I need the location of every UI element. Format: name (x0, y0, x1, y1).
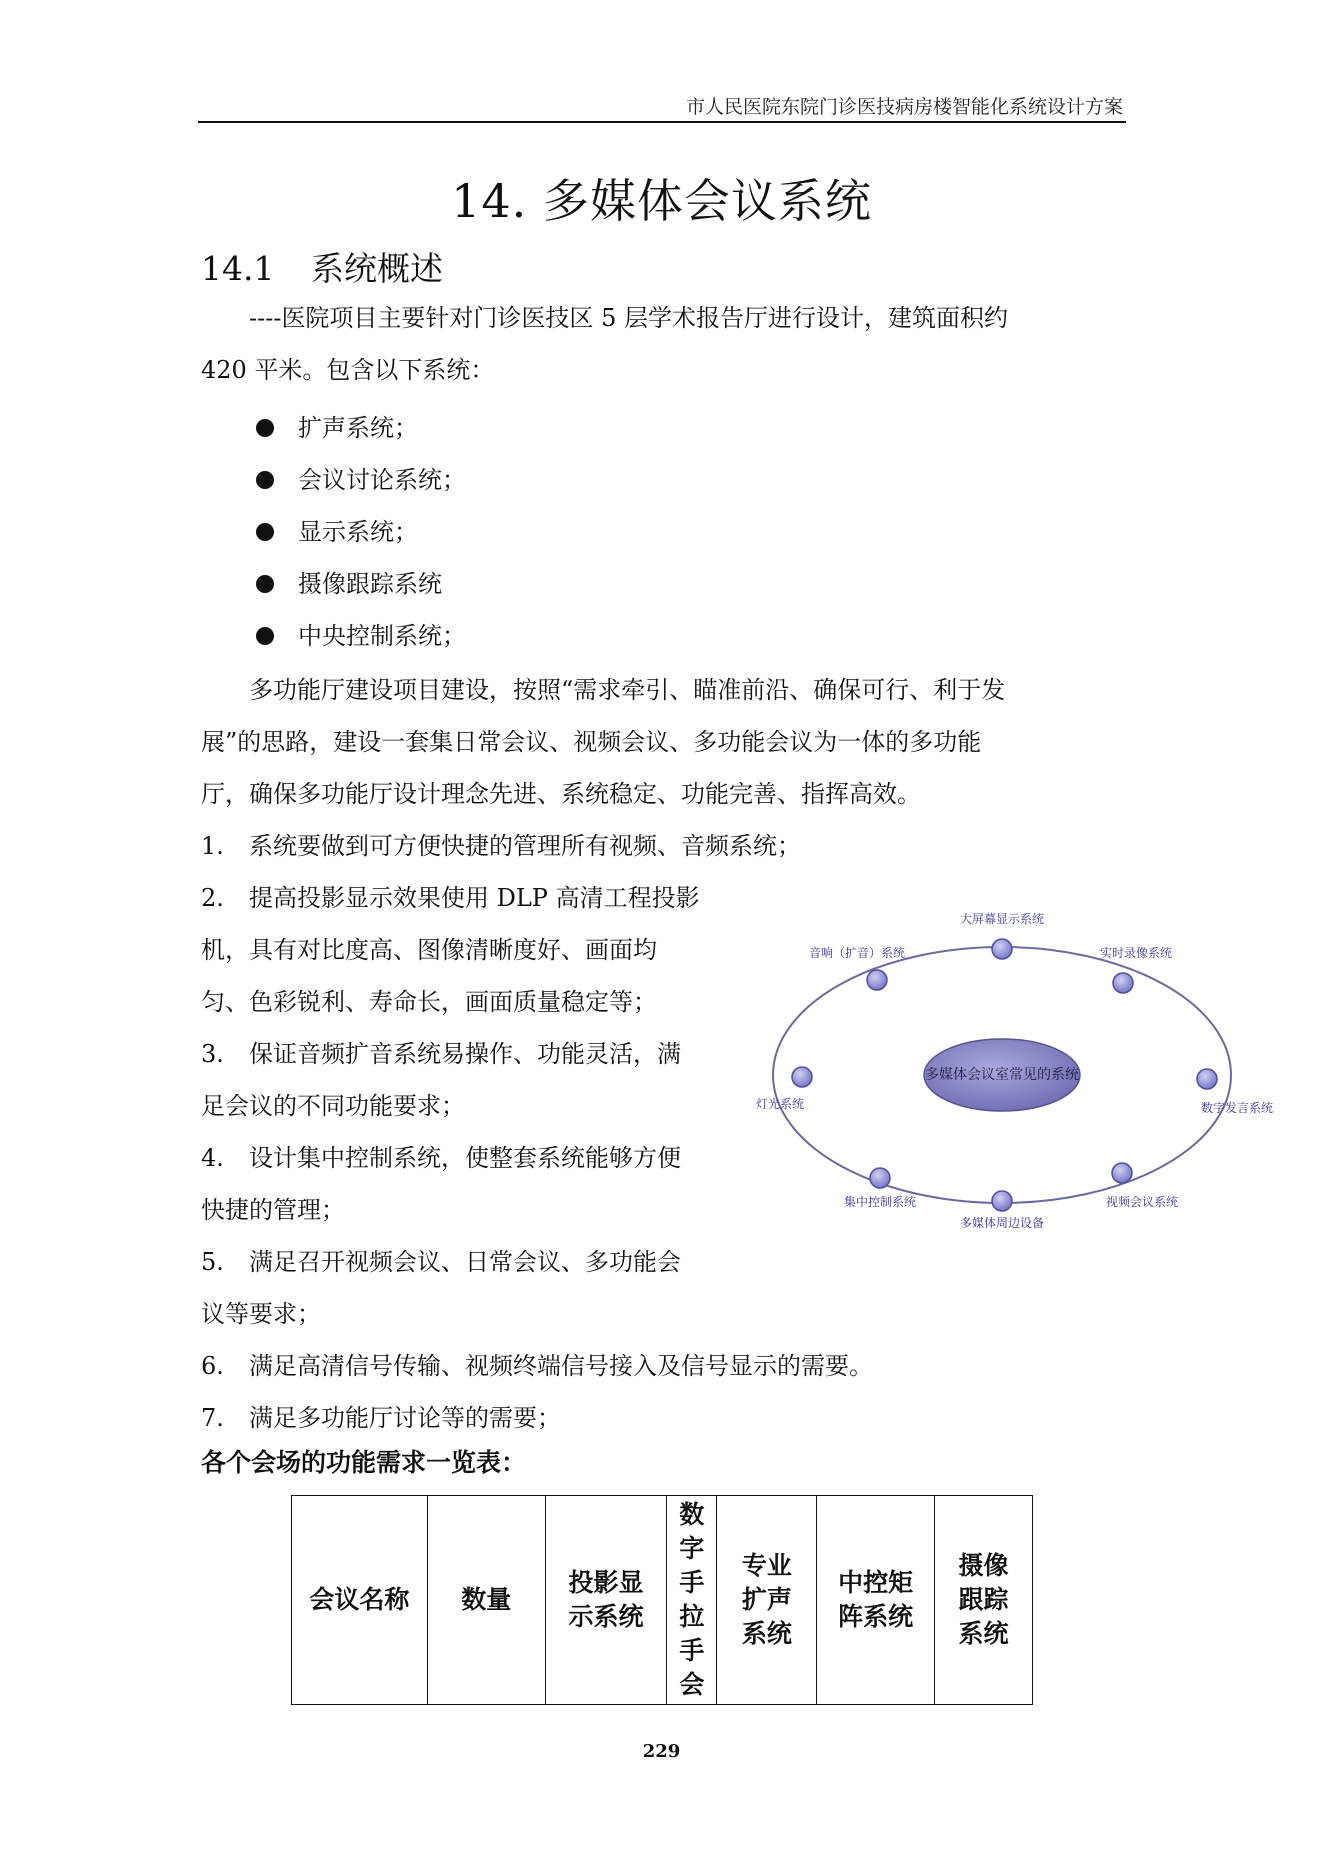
header-text: 跟踪 (958, 1585, 1009, 1614)
header-text: 拉 (679, 1602, 705, 1631)
header-text: 中控矩 (838, 1568, 914, 1597)
header-text: 投影显 (568, 1568, 644, 1597)
header-rule (198, 121, 1126, 123)
header-text: 手 (679, 1636, 705, 1665)
requirement-5 (201, 1236, 681, 1288)
requirement-6 (201, 1340, 873, 1392)
col-header-projection (545, 1496, 667, 1705)
node-label: 音响（扩音）系统 (808, 946, 906, 960)
intro-line-1: ----医院项目主要针对门诊医技区 5 层学术报告厅进行设计，建筑面积约 (249, 304, 1008, 332)
header-text: 示系统 (568, 1602, 644, 1631)
bullet-icon (256, 471, 274, 489)
node-label: 灯光系统 (755, 1097, 805, 1111)
paragraph-line-3: 厅，确保多功能厅设计理念先进、系统稳定、功能完善、指挥高效。 (201, 780, 921, 808)
table-title: 各个会场的功能需求一览表： (201, 1448, 527, 1477)
col-header-quantity (427, 1496, 545, 1705)
requirement-number: 4. (201, 1144, 224, 1172)
requirement-4 (201, 1132, 681, 1184)
requirement-text: 系统要做到可方便快捷的管理所有视频、音频系统； (249, 832, 801, 860)
diagram-node (1100, 945, 1172, 993)
requirement-text: 满足多功能厅讨论等的需要； (249, 1404, 561, 1432)
intro-line-2: 420 平米。包含以下系统： (201, 356, 495, 384)
header-text: 会 (679, 1670, 705, 1699)
chapter-title: 14. 多媒体会议系统 (451, 174, 872, 228)
requirement-7 (201, 1392, 561, 1444)
diagram-node (756, 1067, 812, 1111)
header-text: 手 (679, 1568, 705, 1597)
requirement-text: 提高投影显示效果使用 DLP 高清工程投影 (249, 884, 700, 912)
list-item-text: 会议讨论系统； (298, 466, 466, 494)
list-item-text: 摄像跟踪系统 (298, 570, 442, 598)
col-header-camera-tracking (935, 1496, 1033, 1705)
header-text: 会议名称 (309, 1585, 410, 1614)
list-item (256, 558, 466, 610)
requirements-table (291, 1495, 1033, 1705)
requirement-number: 3. (201, 1040, 224, 1068)
list-item-text: 中央控制系统； (298, 622, 466, 650)
list-item (256, 506, 466, 558)
node-dot (870, 1168, 890, 1188)
node-label: 集中控制系统 (843, 1195, 917, 1209)
requirement-3-line-2: 足会议的不同功能要求； (201, 1092, 465, 1120)
requirement-number: 5. (201, 1248, 224, 1276)
list-item-text: 显示系统； (298, 518, 418, 546)
header-text: 专业 (741, 1551, 792, 1580)
list-item (256, 454, 466, 506)
section-number: 14.1 (201, 249, 275, 288)
header-text: 系统 (958, 1619, 1009, 1648)
node-label: 大屏幕显示系统 (959, 912, 1045, 926)
node-label: 视频会议系统 (1105, 1195, 1179, 1209)
bullet-icon (256, 419, 274, 437)
node-dot (1113, 973, 1133, 993)
node-dot (1112, 1163, 1132, 1183)
requirement-5-line-2: 议等要求； (201, 1300, 321, 1328)
col-header-pro-audio (717, 1496, 817, 1705)
diagram-node (960, 911, 1044, 959)
requirement-1 (201, 820, 801, 872)
header-text: 字 (679, 1534, 705, 1563)
list-item (256, 610, 466, 662)
system-list (256, 402, 466, 662)
node-label: 数字发言系统 (1200, 1101, 1274, 1115)
diagram-node (960, 1191, 1044, 1230)
diagram-center-label: 多媒体会议室常见的系统 (925, 1067, 1079, 1083)
requirement-text: 满足召开视频会议、日常会议、多功能会 (249, 1248, 681, 1276)
header-text: 扩声 (741, 1585, 792, 1614)
header-text: 数量 (461, 1585, 512, 1614)
requirement-2-line-2: 机，具有对比度高、图像清晰度好、画面均 (201, 936, 657, 964)
bullet-icon (256, 523, 274, 541)
header-text: 数 (679, 1500, 705, 1529)
bullet-icon (256, 575, 274, 593)
paragraph-line-1: 多功能厅建设项目建设，按照“需求牵引、瞄准前沿、确保可行、利于发 (249, 676, 1006, 704)
node-dot (792, 1067, 812, 1087)
list-item-text: 扩声系统； (298, 414, 418, 442)
bullet-icon (256, 627, 274, 645)
col-header-digital-conference (667, 1496, 717, 1705)
requirement-text: 设计集中控制系统，使整套系统能够方便 (249, 1144, 681, 1172)
section-heading: 系统概述 (311, 249, 443, 288)
requirement-number: 1. (201, 832, 224, 860)
header-text: 摄像 (958, 1551, 1009, 1580)
node-dot (992, 1191, 1012, 1211)
running-header: 市人民医院东院门诊医技病房楼智能化系统设计方案 (685, 96, 1123, 118)
list-item (256, 402, 466, 454)
node-dot (867, 970, 887, 990)
page-number: 229 (642, 1741, 681, 1762)
node-label: 多媒体周边设备 (959, 1216, 1045, 1230)
node-dot (1197, 1069, 1217, 1089)
header-text: 系统 (741, 1619, 792, 1648)
requirement-2-line-3: 匀、色彩锐利、寿命长，画面质量稳定等； (201, 988, 657, 1016)
requirement-number: 7. (201, 1404, 224, 1432)
requirement-4-line-2: 快捷的管理； (201, 1196, 345, 1224)
diagram-node (809, 945, 905, 990)
requirement-text: 满足高清信号传输、视频终端信号接入及信号显示的需要。 (249, 1352, 873, 1380)
diagram-node (1197, 1069, 1273, 1115)
node-dot (992, 939, 1012, 959)
col-header-central-control (817, 1496, 935, 1705)
conference-systems-diagram (740, 895, 1274, 1245)
node-label: 实时录像系统 (1099, 946, 1173, 960)
col-header-meeting-name (292, 1496, 428, 1705)
requirement-3 (201, 1028, 681, 1080)
requirement-number: 6. (201, 1352, 224, 1380)
paragraph-line-2: 展”的思路，建设一套集日常会议、视频会议、多功能会议为一体的多功能 (201, 728, 982, 756)
table-header-row (292, 1496, 1033, 1705)
requirement-2 (201, 872, 700, 924)
header-text: 阵系统 (838, 1602, 914, 1631)
requirement-text: 保证音频扩音系统易操作、功能灵活，满 (249, 1040, 681, 1068)
requirement-number: 2. (201, 884, 224, 912)
section-title (201, 243, 443, 290)
